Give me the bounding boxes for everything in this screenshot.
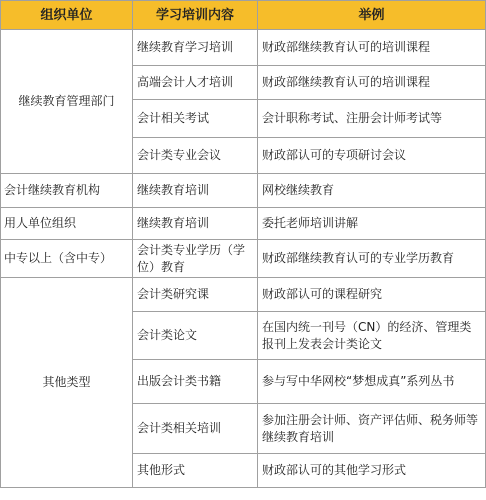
header-content: 学习培训内容 [133,1,258,30]
header-example: 举例 [258,1,486,30]
content-cell: 会计类研究课 [133,278,258,312]
example-cell: 网校继续教育 [258,174,486,208]
table-row [1,240,486,278]
org-cell: 用人单位组织 [1,208,133,240]
content-cell: 会计类专业学历（学位）教育 [133,240,258,278]
org-cell: 中专以上（含中专） [1,240,133,278]
content-cell: 继续教育培训 [133,174,258,208]
example-cell: 财政部认可的其他学习形式 [258,454,486,488]
content-cell: 继续教育学习培训 [133,30,258,66]
example-cell: 财政部继续教育认可的培训课程 [258,30,486,66]
example-cell: 会计职称考试、注册会计师考试等 [258,100,486,138]
table-row [1,30,486,66]
example-cell: 参与写中华网校“梦想成真”系列丛书 [258,360,486,404]
example-cell: 财政部认可的专项研讨会议 [258,138,486,174]
content-cell: 会计类论文 [133,312,258,360]
table-row [1,208,486,240]
table-row [1,174,486,208]
content-cell: 会计类相关培训 [133,404,258,454]
org-cell: 会计继续教育机构 [1,174,133,208]
example-cell: 委托老师培训讲解 [258,208,486,240]
content-cell: 会计类专业会议 [133,138,258,174]
content-cell: 出版会计类书籍 [133,360,258,404]
content-cell: 其他形式 [133,454,258,488]
content-cell: 高端会计人才培训 [133,66,258,100]
content-cell: 继续教育培训 [133,208,258,240]
example-cell: 财政部继续教育认可的专业学历教育 [258,240,486,278]
content-cell: 会计相关考试 [133,100,258,138]
org-cell: 继续教育管理部门 [1,30,133,174]
example-cell: 财政部认可的课程研究 [258,278,486,312]
example-cell: 参加注册会计师、资产评估师、税务师等继续教育培训 [258,404,486,454]
header-org: 组织单位 [1,1,133,30]
example-cell: 财政部继续教育认可的培训课程 [258,66,486,100]
example-cell: 在国内统一刊号（CN）的经济、管理类报刊上发表会计类论文 [258,312,486,360]
header-row [1,1,486,30]
table-row [1,278,486,312]
org-cell: 其他类型 [1,278,133,488]
